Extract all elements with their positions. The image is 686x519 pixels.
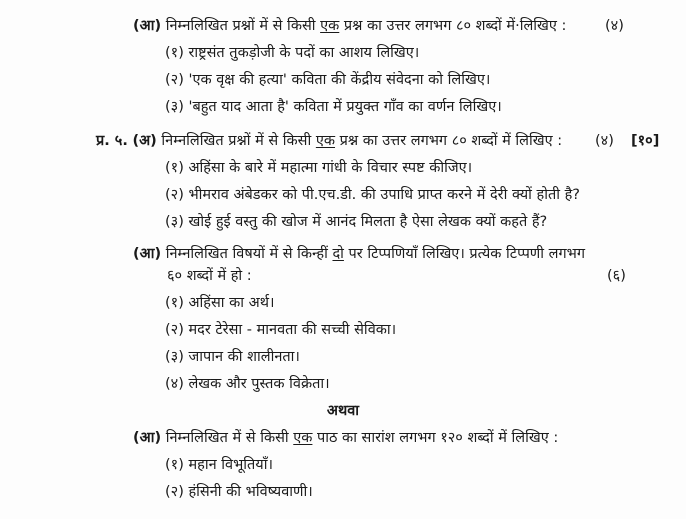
item-number: (१) [165,295,184,311]
section-label: (आ) [133,430,162,446]
list-item [165,320,396,340]
list-item [165,293,275,313]
section-aa-heading [133,428,558,448]
list-item [165,374,330,394]
list-item [165,70,490,90]
item-text: राष्ट्रसंत तुकड़ोजी के पदों का आशय लिखिए। [188,45,420,61]
item-text: अहिंसा का अर्थ। [188,295,275,311]
or-label: अथवा [326,403,360,419]
item-text: भीमराव अंबेडकर को पी.एच.डी. की उपाधि प्राप्त करने में देरी क्यों होती है? [188,187,580,203]
marks-label: (६) [607,268,626,284]
item-number: (१) [165,457,184,473]
item-text: खोई हुई वस्तु की खोज में आनंद मिलता है ऐसा लेखक क्यों कहते हैं? [188,214,548,230]
item-number: (२) [165,322,184,338]
list-item [165,212,547,232]
underlined-word: दो [332,246,344,262]
section-label: (अ) [132,133,157,149]
underlined-word: एक [315,133,336,149]
list-item [165,43,419,63]
item-text: अहिंसा के बारे में महात्मा गांधी के विचार स्पष्ट कीजिए। [188,160,473,176]
item-number: (२) [165,187,184,203]
item-number: (२) [165,484,184,500]
question-5-heading [96,131,562,151]
item-text: जापान की शालीनता। [188,349,300,365]
question-number: प्र. ५. [96,133,128,149]
section-aa-heading [133,244,585,264]
instruction-text: निम्नलिखित प्रश्नों में से किसी [161,133,312,149]
instruction-text: पर टिप्पणियाँ लिखिए। प्रत्येक टिप्पणी लगभग [348,246,586,262]
item-text: 'एक वृक्ष की हत्या' कविता की केंद्रीय संवेदना को लिखिए। [188,72,491,88]
section-label: (आ) [133,18,162,34]
item-number: (१) [165,160,184,176]
marks-label: (४) [595,133,614,149]
section-label: (आ) [133,246,162,262]
item-number: (३) [165,99,184,115]
item-number: (४) [165,376,184,392]
marks-label: (४) [605,18,624,34]
instruction-text: पाठ का सारांश लगभग १२० शब्दों में लिखिए : [317,430,559,446]
instruction-text: प्रश्न का उत्तर लगभग ८० शब्दों में·लिखिए : [343,18,567,34]
list-item [165,185,580,205]
instruction-text: निम्नलिखित में से किसी [165,430,289,446]
item-text: मदर टेरेसा - मानवता की सच्ची सेविका। [188,322,397,338]
list-item [165,455,273,475]
item-text: हंसिनी की भविष्यवाणी। [188,484,313,500]
instruction-text: निम्नलिखित प्रश्नों में से किसी [165,18,316,34]
item-number: (३) [165,349,184,365]
list-item [165,482,313,502]
item-number: (३) [165,214,184,230]
instruction-line-2: ६० शब्दों में हो : [167,268,252,284]
item-text: 'बहुत याद आता है' कविता में प्रयुक्त गाँव का वर्णन लिखिए। [188,99,502,115]
instruction-text: निम्नलिखित विषयों में से किन्हीं [165,246,328,262]
section-aa-heading [133,16,566,36]
item-number: (१) [165,45,184,61]
total-marks-label: [१०] [631,133,660,149]
list-item [165,97,502,117]
item-number: (२) [165,72,184,88]
item-text: लेखक और पुस्तक विक्रेता। [188,376,330,392]
list-item [165,158,472,178]
instruction-text: प्रश्न का उत्तर लगभग ८० शब्दों में लिखिए : [339,133,563,149]
underlined-word: एक [320,18,340,34]
item-text: महान विभूतियाँ। [188,457,273,473]
list-item [165,347,300,367]
underlined-word: एक [293,430,313,446]
